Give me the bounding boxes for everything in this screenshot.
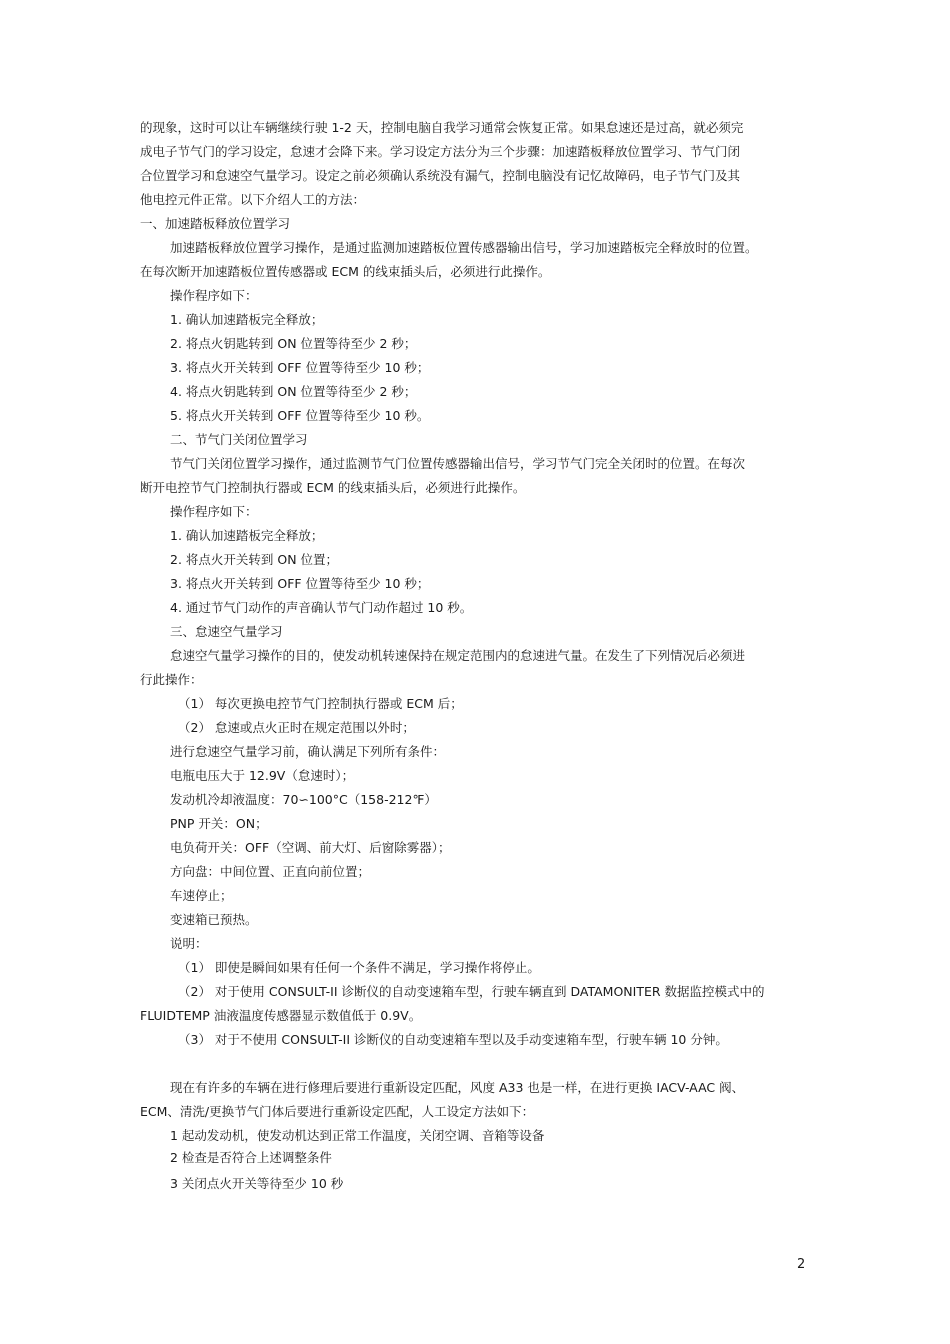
list-item: 2. 将点火开关转到 ON 位置； <box>170 552 339 567</box>
paragraph-line: 合位置学习和怠速空气量学习。设定之前必须确认系统没有漏气，控制电脑没有记忆故障码，电子节气门及其 <box>140 168 741 183</box>
document-body <box>140 116 820 1196</box>
paragraph-line: 成电子节气门的学习设定，怠速才会降下来。学习设定方法分为三个步骤：加速踏板释放位置学习、节气门闭 <box>140 144 741 159</box>
condition-item: 发动机冷却液温度：70∽100°C（158-212℉） <box>170 792 437 807</box>
list-item: 5. 将点火开关转到 OFF 位置等待至少 10 秒。 <box>170 408 430 423</box>
paragraph-line: 怠速空气量学习操作的目的，使发动机转速保持在规定范围内的怠速进气量。在发生了下列情况后必须进 <box>170 648 746 663</box>
list-item: （1） 每次更换电控节气门控制执行器或 ECM 后； <box>178 696 463 711</box>
procedure-label: 操作程序如下： <box>170 504 258 519</box>
paragraph-line: 在每次断开加速踏板位置传感器或 ECM 的线束插头后，必须进行此操作。 <box>140 264 551 279</box>
paragraph-line: 的现象，这时可以让车辆继续行驶 1-2 天，控制电脑自我学习通常会恢复正常。如果怠速还是过高，就必须完 <box>140 120 744 135</box>
list-item: （2） 怠速或点火正时在规定范围以外时； <box>178 720 415 735</box>
section-heading: 三、怠速空气量学习 <box>170 624 283 639</box>
list-item: 4. 通过节气门动作的声音确认节气门动作超过 10 秒。 <box>170 600 473 615</box>
paragraph-line: FLUIDTEMP 油液温度传感器显示数值低于 0.9V。 <box>140 1008 422 1023</box>
paragraph-line: 断开电控节气门控制执行器或 ECM 的线束插头后，必须进行此操作。 <box>140 480 526 495</box>
section-heading: 二、节气门关闭位置学习 <box>170 432 308 447</box>
list-item: 4. 将点火钥匙转到 ON 位置等待至少 2 秒； <box>170 384 417 399</box>
paragraph-line: 现在有许多的车辆在进行修理后要进行重新设定匹配，风度 A33 也是一样，在进行更换 IACV-AAC 阀、 <box>170 1080 745 1095</box>
condition-item: 方向盘：中间位置、正直向前位置； <box>170 864 371 879</box>
list-item: 2. 将点火钥匙转到 ON 位置等待至少 2 秒； <box>170 336 417 351</box>
note-label: 说明： <box>170 936 208 951</box>
list-item: 3. 将点火开关转到 OFF 位置等待至少 10 秒； <box>170 360 430 375</box>
paragraph-line: 加速踏板释放位置学习操作，是通过监测加速踏板位置传感器输出信号，学习加速踏板完全释放时的位置。 <box>170 240 758 255</box>
list-item: 3. 将点火开关转到 OFF 位置等待至少 10 秒； <box>170 576 430 591</box>
condition-item: 电负荷开关：OFF（空调、前大灯、后窗除雾器）； <box>170 840 451 855</box>
blank-line <box>140 1052 820 1076</box>
paragraph-line: 进行怠速空气量学习前，确认满足下列所有条件： <box>170 744 446 759</box>
note-item: （3） 对于不使用 CONSULT-II 诊断仪的自动变速箱车型以及手动变速箱车型，行驶车辆 10 分钟。 <box>178 1032 728 1047</box>
paragraph-line: 他电控元件正常。以下介绍人工的方法： <box>140 192 366 207</box>
condition-item: 电瓶电压大于 12.9V（怠速时）； <box>170 768 355 783</box>
paragraph-line: ECM、清洗/更换节气门体后要进行重新设定匹配，人工设定方法如下： <box>140 1104 535 1119</box>
condition-item: PNP 开关：ON； <box>170 816 268 831</box>
page-number: 2 <box>797 1257 806 1272</box>
paragraph-line: 行此操作： <box>140 672 203 687</box>
section-heading: 一、加速踏板释放位置学习 <box>140 216 291 231</box>
paragraph-line: 节气门关闭位置学习操作，通过监测节气门位置传感器输出信号，学习节气门完全关闭时的位置。在每次 <box>170 456 746 471</box>
list-item: 1. 确认加速踏板完全释放； <box>170 312 324 327</box>
list-item: 1. 确认加速踏板完全释放； <box>170 528 324 543</box>
condition-item: 变速箱已预热。 <box>170 912 258 927</box>
condition-item: 车速停止； <box>170 888 233 903</box>
note-item: （1） 即使是瞬间如果有任何一个条件不满足，学习操作将停止。 <box>178 960 540 975</box>
procedure-label: 操作程序如下： <box>170 288 258 303</box>
step-item: 1 起动发动机，使发动机达到正常工作温度，关闭空调、音箱等设备 <box>170 1128 545 1143</box>
step-item: 2 检查是否符合上述调整条件 <box>170 1150 332 1165</box>
step-item: 3 关闭点火开关等待至少 10 秒 <box>170 1176 344 1191</box>
note-item: （2） 对于使用 CONSULT-II 诊断仪的自动变速箱车型，行驶车辆直到 DATAMONITER 数据监控模式中的 <box>178 984 765 999</box>
